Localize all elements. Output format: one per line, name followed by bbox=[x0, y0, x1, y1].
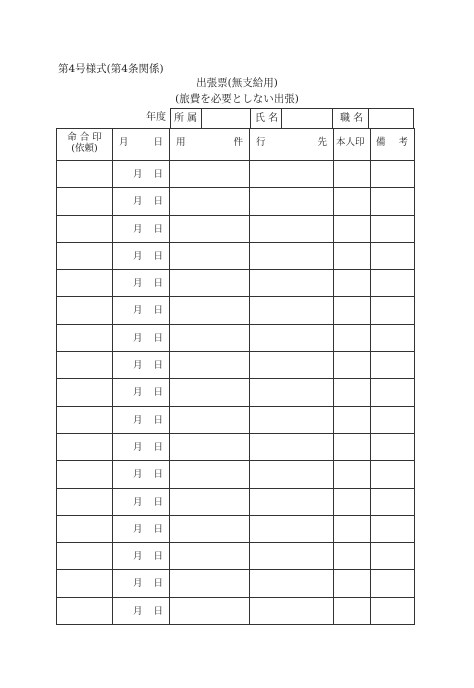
purpose-cell[interactable] bbox=[170, 379, 250, 406]
day-label: 日 bbox=[153, 169, 163, 180]
table-row bbox=[57, 379, 415, 406]
notes-cell[interactable] bbox=[371, 215, 415, 242]
own-seal-cell[interactable] bbox=[334, 379, 371, 406]
destination-cell[interactable] bbox=[250, 352, 334, 379]
job-title-field[interactable] bbox=[368, 108, 414, 129]
notes-cell[interactable] bbox=[371, 543, 415, 570]
seal-cell[interactable] bbox=[57, 515, 113, 542]
notes-cell[interactable] bbox=[371, 242, 415, 269]
table-row bbox=[57, 324, 415, 351]
destination-cell[interactable] bbox=[250, 270, 334, 297]
notes-cell[interactable] bbox=[371, 515, 415, 542]
month-label: 月 bbox=[133, 605, 143, 617]
table-row bbox=[57, 297, 415, 324]
table-row bbox=[57, 515, 415, 542]
seal-column-header: 命 合 印 (依頼) bbox=[57, 129, 113, 161]
own-seal-cell[interactable] bbox=[334, 543, 371, 570]
month-label: 月 bbox=[133, 551, 143, 563]
destination-cell[interactable] bbox=[250, 515, 334, 542]
destination-cell[interactable] bbox=[250, 188, 334, 215]
table-row bbox=[57, 597, 415, 624]
notes-cell[interactable] bbox=[371, 352, 415, 379]
table-row bbox=[57, 161, 415, 188]
date-cell[interactable] bbox=[113, 270, 170, 297]
seal-cell[interactable] bbox=[57, 488, 113, 515]
date-cell[interactable] bbox=[113, 406, 170, 433]
seal-cell[interactable] bbox=[57, 297, 113, 324]
own-seal-cell[interactable] bbox=[334, 433, 371, 460]
own-seal-cell[interactable] bbox=[334, 570, 371, 597]
destination-cell[interactable] bbox=[250, 161, 334, 188]
seal-cell[interactable] bbox=[57, 570, 113, 597]
purpose-cell[interactable] bbox=[170, 406, 250, 433]
purpose-cell[interactable] bbox=[170, 352, 250, 379]
seal-cell[interactable] bbox=[57, 461, 113, 488]
own-seal-cell[interactable] bbox=[334, 215, 371, 242]
month-label: 月 bbox=[133, 250, 143, 262]
month-label: 月 bbox=[133, 523, 143, 535]
table-row bbox=[57, 270, 415, 297]
day-label: 日 bbox=[153, 469, 163, 481]
day-label: 日 bbox=[153, 223, 163, 235]
notes-cell[interactable] bbox=[371, 488, 415, 515]
month-label: 月 bbox=[133, 441, 143, 453]
seal-cell[interactable] bbox=[57, 543, 113, 570]
date-cell[interactable] bbox=[113, 570, 170, 597]
own-seal-cell[interactable] bbox=[334, 406, 371, 433]
notes-cell[interactable] bbox=[371, 188, 415, 215]
table-row bbox=[57, 543, 415, 570]
destination-cell[interactable] bbox=[250, 488, 334, 515]
purpose-cell[interactable] bbox=[170, 270, 250, 297]
name-field[interactable] bbox=[281, 108, 333, 129]
seal-cell[interactable] bbox=[57, 433, 113, 460]
own-seal-cell[interactable] bbox=[334, 461, 371, 488]
day-label: 日 bbox=[153, 305, 163, 317]
month-label: 月 bbox=[133, 305, 143, 317]
day-label: 日 bbox=[153, 278, 163, 290]
purpose-cell[interactable] bbox=[170, 543, 250, 570]
date-column-header: 月 日 bbox=[113, 129, 170, 161]
notes-cell[interactable] bbox=[371, 270, 415, 297]
month-label: 月 bbox=[133, 414, 143, 426]
date-cell[interactable] bbox=[113, 324, 170, 351]
notes-cell[interactable] bbox=[371, 433, 415, 460]
notes-cell[interactable] bbox=[371, 570, 415, 597]
day-label: 日 bbox=[153, 387, 163, 399]
header-fields-row bbox=[56, 108, 414, 129]
seal-cell[interactable] bbox=[57, 161, 113, 188]
own-seal-cell[interactable] bbox=[334, 297, 371, 324]
month-label: 月 bbox=[133, 496, 143, 508]
month-label: 月 bbox=[133, 578, 143, 590]
day-label: 日 bbox=[153, 578, 163, 590]
table-row bbox=[57, 188, 415, 215]
month-label: 月 bbox=[133, 196, 143, 208]
department-label-cell: 所 属 bbox=[170, 108, 202, 129]
notes-cell[interactable] bbox=[371, 597, 415, 624]
day-label: 日 bbox=[153, 414, 163, 426]
date-cell[interactable] bbox=[113, 161, 170, 188]
own-seal-cell[interactable] bbox=[334, 161, 371, 188]
table-row bbox=[57, 433, 415, 460]
date-cell[interactable] bbox=[113, 242, 170, 269]
destination-cell[interactable] bbox=[250, 406, 334, 433]
month-label: 月 bbox=[133, 469, 143, 481]
document-title: 出張票(無支給用) bbox=[196, 77, 278, 89]
purpose-cell[interactable] bbox=[170, 515, 250, 542]
table-row bbox=[57, 488, 415, 515]
purpose-cell[interactable] bbox=[170, 570, 250, 597]
seal-cell[interactable] bbox=[57, 324, 113, 351]
destination-cell[interactable] bbox=[250, 379, 334, 406]
seal-cell[interactable] bbox=[57, 379, 113, 406]
seal-cell[interactable] bbox=[57, 406, 113, 433]
day-label: 日 bbox=[153, 250, 163, 262]
name-label-cell: 氏 名 bbox=[250, 108, 282, 129]
destination-column-header: 行 先 bbox=[250, 129, 334, 161]
table-row bbox=[57, 215, 415, 242]
month-label: 月 bbox=[133, 223, 143, 235]
seal-cell[interactable] bbox=[57, 270, 113, 297]
day-label: 日 bbox=[153, 605, 163, 617]
seal-cell[interactable] bbox=[57, 215, 113, 242]
destination-cell[interactable] bbox=[250, 433, 334, 460]
purpose-cell[interactable] bbox=[170, 297, 250, 324]
month-label: 月 bbox=[133, 332, 143, 344]
purpose-cell[interactable] bbox=[170, 215, 250, 242]
purpose-cell[interactable] bbox=[170, 461, 250, 488]
notes-column-header: 備 考 bbox=[371, 129, 415, 161]
destination-cell[interactable] bbox=[250, 297, 334, 324]
notes-cell[interactable] bbox=[371, 406, 415, 433]
purpose-cell[interactable] bbox=[170, 242, 250, 269]
purpose-cell[interactable] bbox=[170, 324, 250, 351]
day-label: 日 bbox=[153, 551, 163, 563]
destination-cell[interactable] bbox=[250, 597, 334, 624]
form-number-label: 第4号様式(第4条関係) bbox=[58, 63, 164, 75]
date-cell[interactable] bbox=[113, 433, 170, 460]
notes-cell[interactable] bbox=[371, 324, 415, 351]
table-row bbox=[57, 461, 415, 488]
date-cell[interactable] bbox=[113, 188, 170, 215]
month-label: 月 bbox=[133, 387, 143, 399]
table-row bbox=[57, 570, 415, 597]
purpose-cell[interactable] bbox=[170, 488, 250, 515]
day-label: 日 bbox=[153, 523, 163, 535]
seal-cell[interactable] bbox=[57, 188, 113, 215]
day-label: 日 bbox=[153, 441, 163, 453]
date-cell[interactable] bbox=[113, 543, 170, 570]
own-seal-cell[interactable] bbox=[334, 515, 371, 542]
table-header-row bbox=[57, 129, 415, 161]
destination-cell[interactable] bbox=[250, 543, 334, 570]
notes-cell[interactable] bbox=[371, 379, 415, 406]
seal-cell[interactable] bbox=[57, 242, 113, 269]
table-row bbox=[57, 406, 415, 433]
notes-cell[interactable] bbox=[371, 461, 415, 488]
destination-cell[interactable] bbox=[250, 570, 334, 597]
purpose-column-header: 用 件 bbox=[170, 129, 250, 161]
table-row bbox=[57, 242, 415, 269]
destination-cell[interactable] bbox=[250, 461, 334, 488]
day-label: 日 bbox=[153, 196, 163, 208]
destination-cell[interactable] bbox=[250, 324, 334, 351]
trip-record-table bbox=[56, 128, 415, 625]
day-label: 日 bbox=[153, 496, 163, 508]
date-cell[interactable] bbox=[113, 515, 170, 542]
own-seal-cell[interactable] bbox=[334, 488, 371, 515]
document-subtitle: (旅費を必要としない出張) bbox=[175, 93, 299, 105]
job-title-label-cell: 職 名 bbox=[332, 108, 369, 129]
notes-cell[interactable] bbox=[371, 297, 415, 324]
notes-cell[interactable] bbox=[371, 161, 415, 188]
date-cell[interactable] bbox=[113, 461, 170, 488]
year-label: 年度 bbox=[146, 112, 166, 123]
month-label: 月 bbox=[133, 278, 143, 290]
own-seal-cell[interactable] bbox=[334, 352, 371, 379]
date-cell[interactable] bbox=[113, 352, 170, 379]
table-row bbox=[57, 352, 415, 379]
own-seal-cell[interactable] bbox=[334, 242, 371, 269]
own-seal-column-header: 本人印 bbox=[334, 129, 371, 161]
month-label: 月 bbox=[133, 360, 143, 372]
date-cell[interactable] bbox=[113, 215, 170, 242]
day-label: 日 bbox=[153, 332, 163, 344]
own-seal-cell[interactable] bbox=[334, 188, 371, 215]
day-label: 日 bbox=[153, 360, 163, 372]
date-cell[interactable] bbox=[113, 597, 170, 624]
date-cell[interactable] bbox=[113, 297, 170, 324]
purpose-cell[interactable] bbox=[170, 161, 250, 188]
own-seal-cell[interactable] bbox=[334, 270, 371, 297]
purpose-cell[interactable] bbox=[170, 597, 250, 624]
purpose-cell[interactable] bbox=[170, 188, 250, 215]
seal-cell[interactable] bbox=[57, 352, 113, 379]
purpose-cell[interactable] bbox=[170, 433, 250, 460]
destination-cell[interactable] bbox=[250, 215, 334, 242]
own-seal-cell[interactable] bbox=[334, 324, 371, 351]
destination-cell[interactable] bbox=[250, 242, 334, 269]
date-cell[interactable] bbox=[113, 488, 170, 515]
month-label: 月 bbox=[133, 169, 143, 180]
date-cell[interactable] bbox=[113, 379, 170, 406]
seal-cell[interactable] bbox=[57, 597, 113, 624]
department-field[interactable] bbox=[201, 108, 251, 129]
own-seal-cell[interactable] bbox=[334, 597, 371, 624]
